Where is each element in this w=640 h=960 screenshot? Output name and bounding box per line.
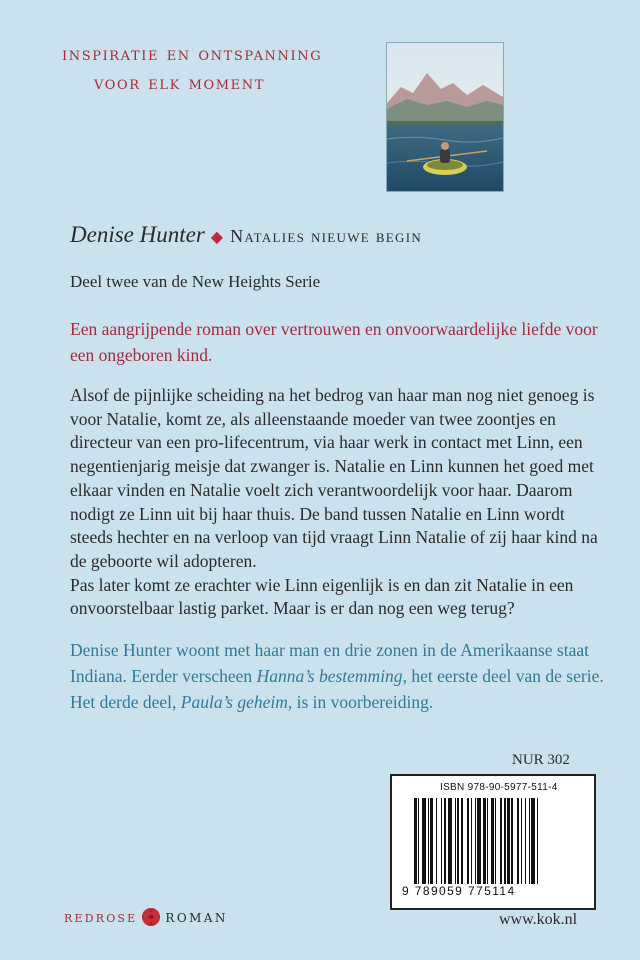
lake-rowing-boat-photo — [386, 42, 504, 192]
book-reference-2: Paula’s geheim — [180, 692, 288, 712]
publisher-website: www.kok.nl — [499, 911, 578, 928]
lead-text: Een aangrijpende roman over vertrouwen en onvoorwaardelijke liefde voor een ongeboren kind. — [70, 319, 598, 365]
isbn-barcode — [390, 774, 596, 910]
author-bio — [70, 637, 610, 715]
author-name: Denise Hunter — [70, 222, 205, 247]
isbn-label: ISBN 978-90-5977-511-4 — [440, 782, 558, 793]
barcode-bar — [461, 798, 462, 884]
rose-icon — [140, 906, 162, 928]
tagline-line-1: inspiratie en ontspanning — [62, 43, 323, 65]
barcode-bar — [504, 798, 505, 884]
barcode-bar — [483, 798, 486, 884]
barcode-bar — [529, 798, 530, 884]
barcode-bar — [487, 798, 488, 884]
barcode-bar — [418, 798, 419, 884]
barcode-bar — [521, 798, 522, 884]
logo-roman: roman — [165, 907, 228, 927]
nur-code: NUR 302 — [512, 752, 570, 768]
book-title: Natalies nieuwe begin — [230, 226, 423, 246]
barcode-bar — [517, 798, 520, 884]
publisher-logo — [64, 906, 228, 928]
tagline — [62, 40, 322, 98]
red-diamond-icon: ◆ — [210, 229, 224, 246]
book-reference-1: Hanna’s bestemming — [256, 666, 403, 686]
barcode-bar — [467, 798, 470, 884]
barcode-bar — [422, 798, 426, 884]
book-heading — [70, 222, 422, 248]
barcode-bar — [477, 798, 481, 884]
barcode-bar — [441, 798, 442, 884]
barcode-bar — [531, 798, 535, 884]
barcode-bar — [495, 798, 496, 884]
barcode-bar — [428, 798, 429, 884]
blurb-paragraph-1: Alsof de pijnlijke scheiding na het bedrog van haar man nog niet genoeg is voor Natalie, komt ze, als alleenstaande moeder van twee zoontjes en directeur van een pro-lifecentrum, via haar werk in contact met Linn, een negentienjarig meisje dat zwanger is. Natalie en Linn kunnen het goed met elkaar vinden en Natalie voelt zich verantwoordelijk voor haar. Daarom nodigt ze Linn uit bij haar thuis. De band tussen Natalie en Linn wordt steeds hechter en na verloop van tijd vraagt Linn Natalie of zij haar kind na de geboorte wil adopteren. — [70, 385, 598, 571]
series-line: Deel twee van de New Heights Serie — [70, 272, 321, 291]
author-bio-text-1: Denise Hunter woont met haar man en drie zonen in de Amerikaanse staat Indiana. Eerder verscheen — [70, 640, 589, 686]
barcode-bar — [507, 798, 510, 884]
barcode-bar — [455, 798, 456, 884]
barcode-bar — [448, 798, 452, 884]
barcode-bar — [436, 798, 437, 884]
barcode-bar — [491, 798, 494, 884]
barcode-bar — [475, 798, 476, 884]
logo-redrose: redrose — [64, 908, 138, 926]
barcode-bar — [500, 798, 501, 884]
barcode-bar — [414, 798, 417, 884]
barcode-bar — [471, 798, 472, 884]
barcode-digits: 9 789059 775114 — [402, 884, 516, 898]
author-bio-text-2: , het eerste deel van de serie. Het derde deel, — [70, 666, 604, 712]
author-bio-paragraph — [70, 637, 610, 715]
blurb — [70, 384, 610, 621]
barcode-bar — [430, 798, 433, 884]
tagline-line-2: voor elk moment — [94, 72, 265, 94]
barcode-bar — [511, 798, 512, 884]
barcode-bar — [457, 798, 458, 884]
barcode-bar — [444, 798, 447, 884]
barcode-bar — [537, 798, 538, 884]
author-bio-text-3: , is in voorbereiding. — [287, 692, 434, 712]
barcode-bars — [414, 798, 580, 884]
barcode-bar — [525, 798, 526, 884]
blurb-paragraph-2: Pas later komt ze erachter wie Linn eigenlijk is en dan zit Natalie in een onvoorstelbaar lastig parket. Maar is er dan nog een weg terug? — [70, 574, 574, 619]
